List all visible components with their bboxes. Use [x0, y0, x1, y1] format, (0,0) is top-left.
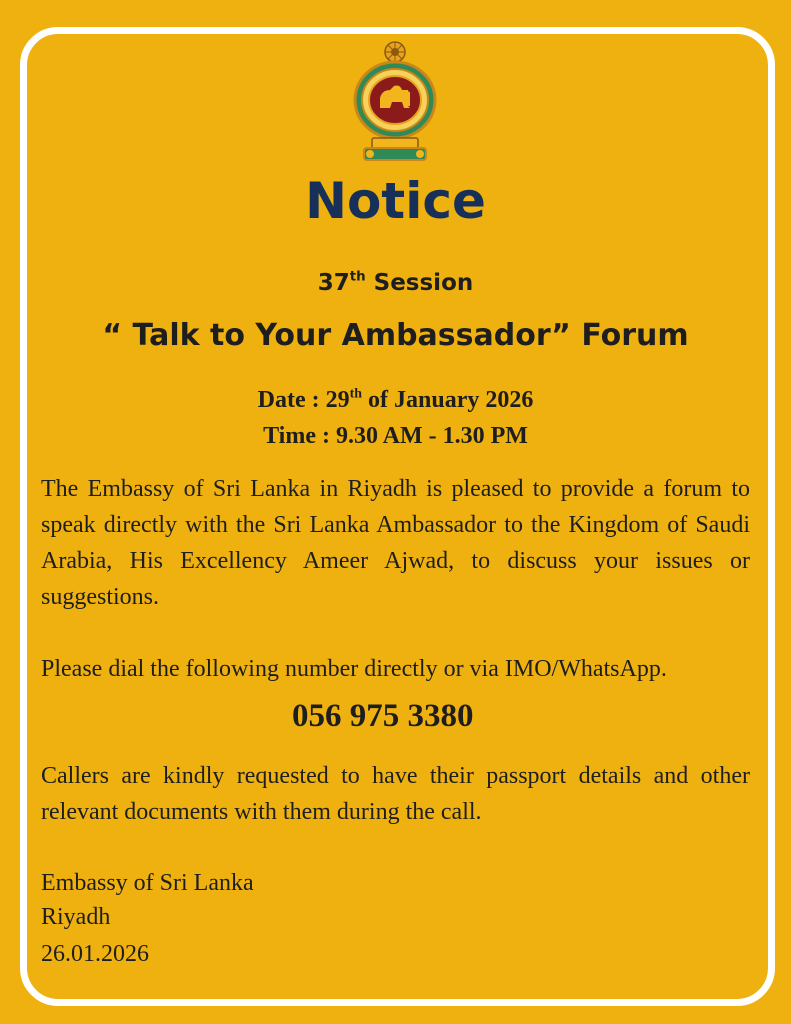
date-prefix: Date : 29 — [257, 387, 350, 413]
session-label: Session — [373, 270, 474, 296]
signature-city: Riyadh — [41, 904, 111, 930]
caller-instructions: Callers are kindly requested to have their passport details and other relevant documents with them during the call. — [41, 763, 750, 825]
signature-date: 26.01.2026 — [41, 941, 149, 967]
notice-title: Notice — [305, 172, 486, 230]
signature-org: Embassy of Sri Lanka — [41, 870, 254, 896]
session-suffix: th — [349, 269, 366, 285]
session-number: 37 — [317, 270, 350, 296]
phone-number[interactable]: 056 975 3380 — [292, 698, 474, 734]
forum-title: “ Talk to Your Ambassador” Forum — [102, 318, 689, 353]
session-heading — [0, 266, 791, 300]
intro-paragraph: The Embassy of Sri Lanka in Riyadh is pleased to provide a forum to speak directly with the Sri Lanka Ambassador to the Kingdom of Saudi Arabia, His Excellency Ameer Ajwad, to discuss your issues or suggestions. — [41, 476, 750, 610]
date-suffix: th — [349, 386, 362, 402]
date-rest: of January 2026 — [362, 387, 534, 413]
event-time: Time : 9.30 AM - 1.30 PM — [263, 423, 528, 449]
event-date — [0, 384, 791, 416]
dial-instructions: Please dial the following number directly or via IMO/WhatsApp. — [41, 656, 667, 682]
sri-lanka-emblem-icon — [350, 38, 440, 164]
